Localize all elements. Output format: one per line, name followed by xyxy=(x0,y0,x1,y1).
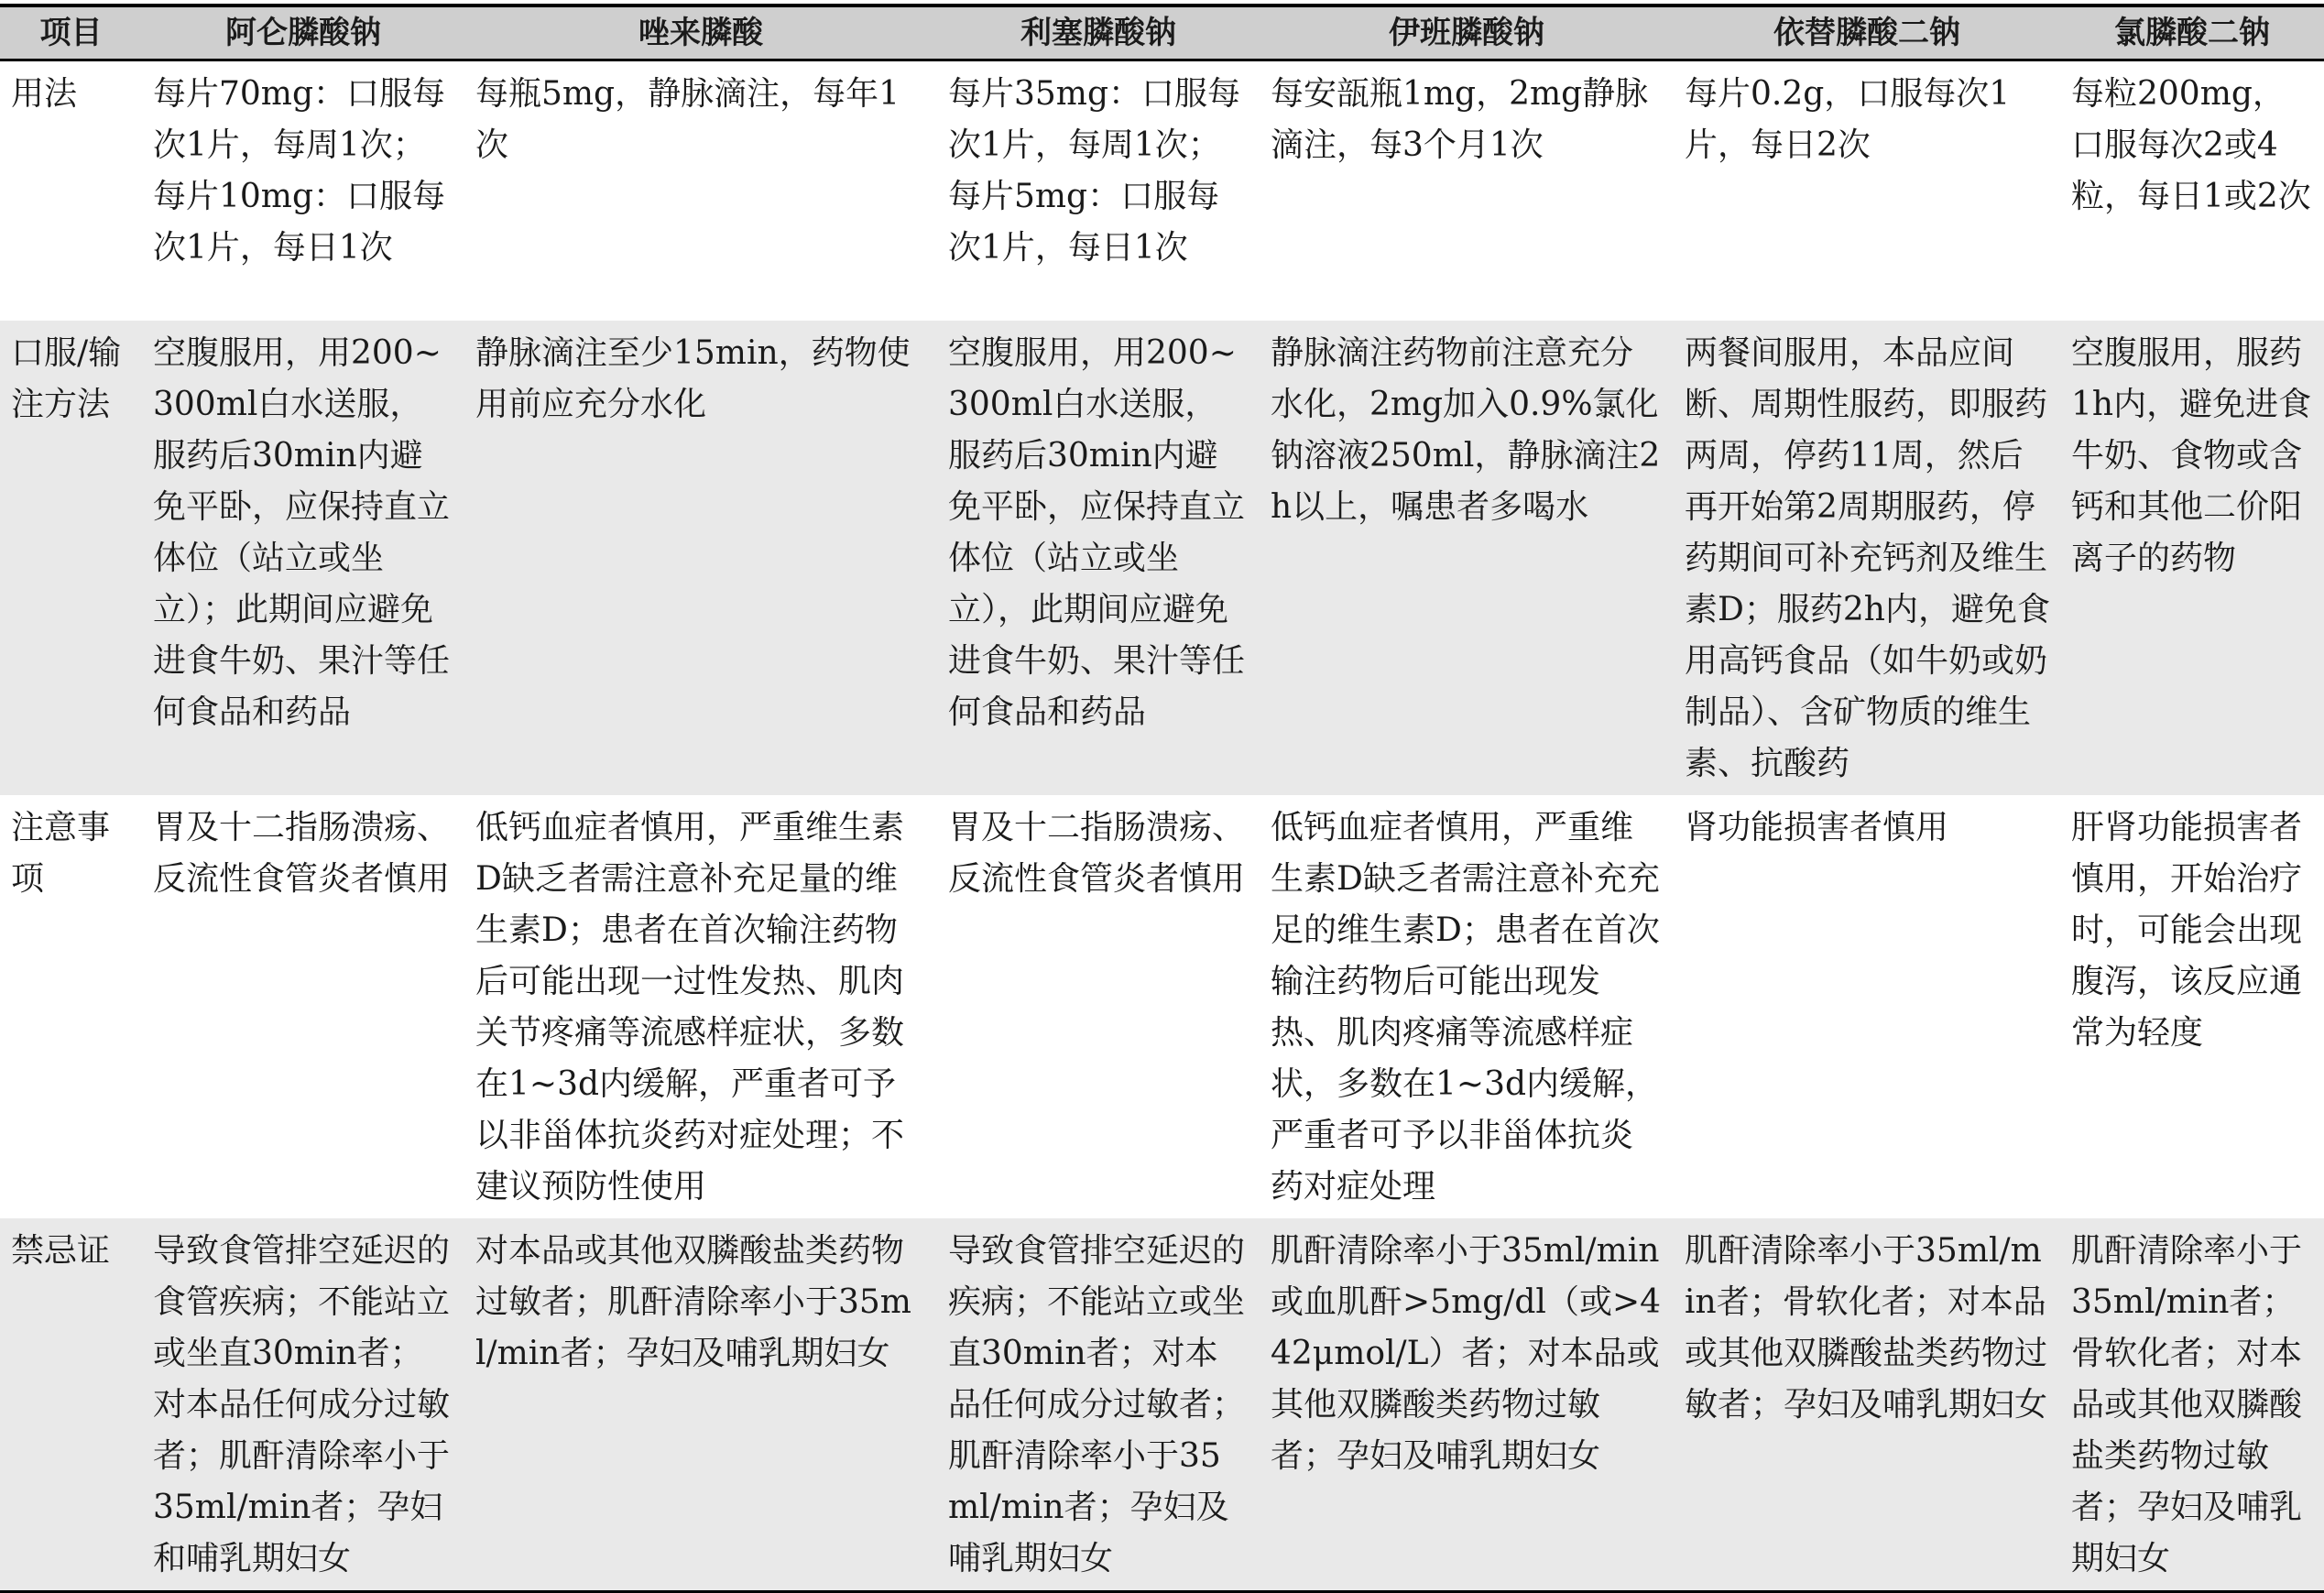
header-clodronate: 氯膦酸二钠 xyxy=(2060,5,2324,60)
cell-contraindications-clodronate: 肌酐清除率小于35ml/min者；骨软化者；对本品或其他双膦酸盐类药物过敏者；孕妇及哺乳期妇女 xyxy=(2060,1218,2324,1592)
cell-contraindications-zoledronic-acid: 对本品或其他双膦酸盐类药物过敏者；肌酐清除率小于35ml/min者；孕妇及哺乳期妇女 xyxy=(464,1218,937,1592)
header-zoledronic-acid: 唑来膦酸 xyxy=(464,5,937,60)
row-precautions xyxy=(0,795,2324,1218)
cell-administration-clodronate: 空腹服用，服药1h内，避免进食牛奶、食物或含钙和其他二价阳离子的药物 xyxy=(2060,321,2324,795)
cell-contraindications-risedronate: 导致食管排空延迟的疾病；不能站立或坐直30min者；对本品任何成分过敏者；肌酐清除率小于35ml/min者；孕妇及哺乳期妇女 xyxy=(937,1218,1260,1592)
cell-administration-risedronate: 空腹服用，用200~300ml白水送服，服药后30min内避免平卧，应保持直立体位（站立或坐立），此期间应避免进食牛奶、果汁等任何食品和药品 xyxy=(937,321,1260,795)
cell-precautions-zoledronic-acid: 低钙血症者慎用，严重维生素D缺乏者需注意补充足量的维生素D；患者在首次输注药物后可能出现一过性发热、肌肉关节疼痛等流感样症状，多数在1~3d内缓解，严重者可予以非甾体抗炎药对症处理；不建议预防性使用 xyxy=(464,795,937,1218)
row-contraindications xyxy=(0,1218,2324,1592)
row-administration xyxy=(0,321,2324,795)
cell-usage-etidronate: 每片0.2g，口服每次1片，每日2次 xyxy=(1674,60,2060,321)
cell-administration-etidronate: 两餐间服用，本品应间断、周期性服药，即服药两周，停药11周，然后再开始第2周期服药，停药期间可补充钙剂及维生素D；服药2h内，避免食用高钙食品（如牛奶或奶制品）、含矿物质的维生素、抗酸药 xyxy=(1674,321,2060,795)
header-ibandronate: 伊班膦酸钠 xyxy=(1260,5,1674,60)
row-label-usage: 用法 xyxy=(0,60,142,321)
row-label-contraindications: 禁忌证 xyxy=(0,1218,142,1592)
cell-usage-ibandronate: 每安瓿瓶1mg，2mg静脉滴注，每3个月1次 xyxy=(1260,60,1674,321)
cell-usage-alendronate: 每片70mg：口服每次1片，每周1次；每片10mg：口服每次1片，每日1次 xyxy=(142,60,464,321)
cell-usage-clodronate: 每粒200mg，口服每次2或4粒，每日1或2次 xyxy=(2060,60,2324,321)
cell-contraindications-alendronate: 导致食管排空延迟的食管疾病；不能站立或坐直30min者；对本品任何成分过敏者；肌酐清除率小于35ml/min者；孕妇和哺乳期妇女 xyxy=(142,1218,464,1592)
row-label-precautions: 注意事项 xyxy=(0,795,142,1218)
header-alendronate: 阿仑膦酸钠 xyxy=(142,5,464,60)
bisphosphonate-comparison-table xyxy=(0,4,2324,1593)
header-risedronate: 利塞膦酸钠 xyxy=(937,5,1260,60)
cell-precautions-etidronate: 肾功能损害者慎用 xyxy=(1674,795,2060,1218)
header-item: 项目 xyxy=(0,5,142,60)
cell-administration-zoledronic-acid: 静脉滴注至少15min，药物使用前应充分水化 xyxy=(464,321,937,795)
cell-precautions-ibandronate: 低钙血症者慎用，严重维生素D缺乏者需注意补充充足的维生素D；患者在首次输注药物后可能出现发热、肌肉疼痛等流感样症状，多数在1~3d内缓解，严重者可予以非甾体抗炎药对症处理 xyxy=(1260,795,1674,1218)
row-usage xyxy=(0,60,2324,321)
cell-administration-alendronate: 空腹服用，用200~300ml白水送服，服药后30min内避免平卧，应保持直立体位（站立或坐立）；此期间应避免进食牛奶、果汁等任何食品和药品 xyxy=(142,321,464,795)
cell-contraindications-etidronate: 肌酐清除率小于35ml/min者；骨软化者；对本品或其他双膦酸盐类药物过敏者；孕妇及哺乳期妇女 xyxy=(1674,1218,2060,1592)
cell-contraindications-ibandronate: 肌酐清除率小于35ml/min或血肌酐>5mg/dl（或>442μmol/L）者；对本品或其他双膦酸类药物过敏者；孕妇及哺乳期妇女 xyxy=(1260,1218,1674,1592)
header-row xyxy=(0,5,2324,60)
cell-precautions-alendronate: 胃及十二指肠溃疡、反流性食管炎者慎用 xyxy=(142,795,464,1218)
row-label-administration: 口服/输注方法 xyxy=(0,321,142,795)
cell-precautions-clodronate: 肝肾功能损害者慎用，开始治疗时，可能会出现腹泻，该反应通常为轻度 xyxy=(2060,795,2324,1218)
cell-administration-ibandronate: 静脉滴注药物前注意充分水化，2mg加入0.9%氯化钠溶液250ml，静脉滴注2h以上，嘱患者多喝水 xyxy=(1260,321,1674,795)
cell-usage-zoledronic-acid: 每瓶5mg，静脉滴注，每年1次 xyxy=(464,60,937,321)
header-etidronate: 依替膦酸二钠 xyxy=(1674,5,2060,60)
cell-usage-risedronate: 每片35mg：口服每次1片，每周1次；每片5mg：口服每次1片，每日1次 xyxy=(937,60,1260,321)
cell-precautions-risedronate: 胃及十二指肠溃疡、反流性食管炎者慎用 xyxy=(937,795,1260,1218)
